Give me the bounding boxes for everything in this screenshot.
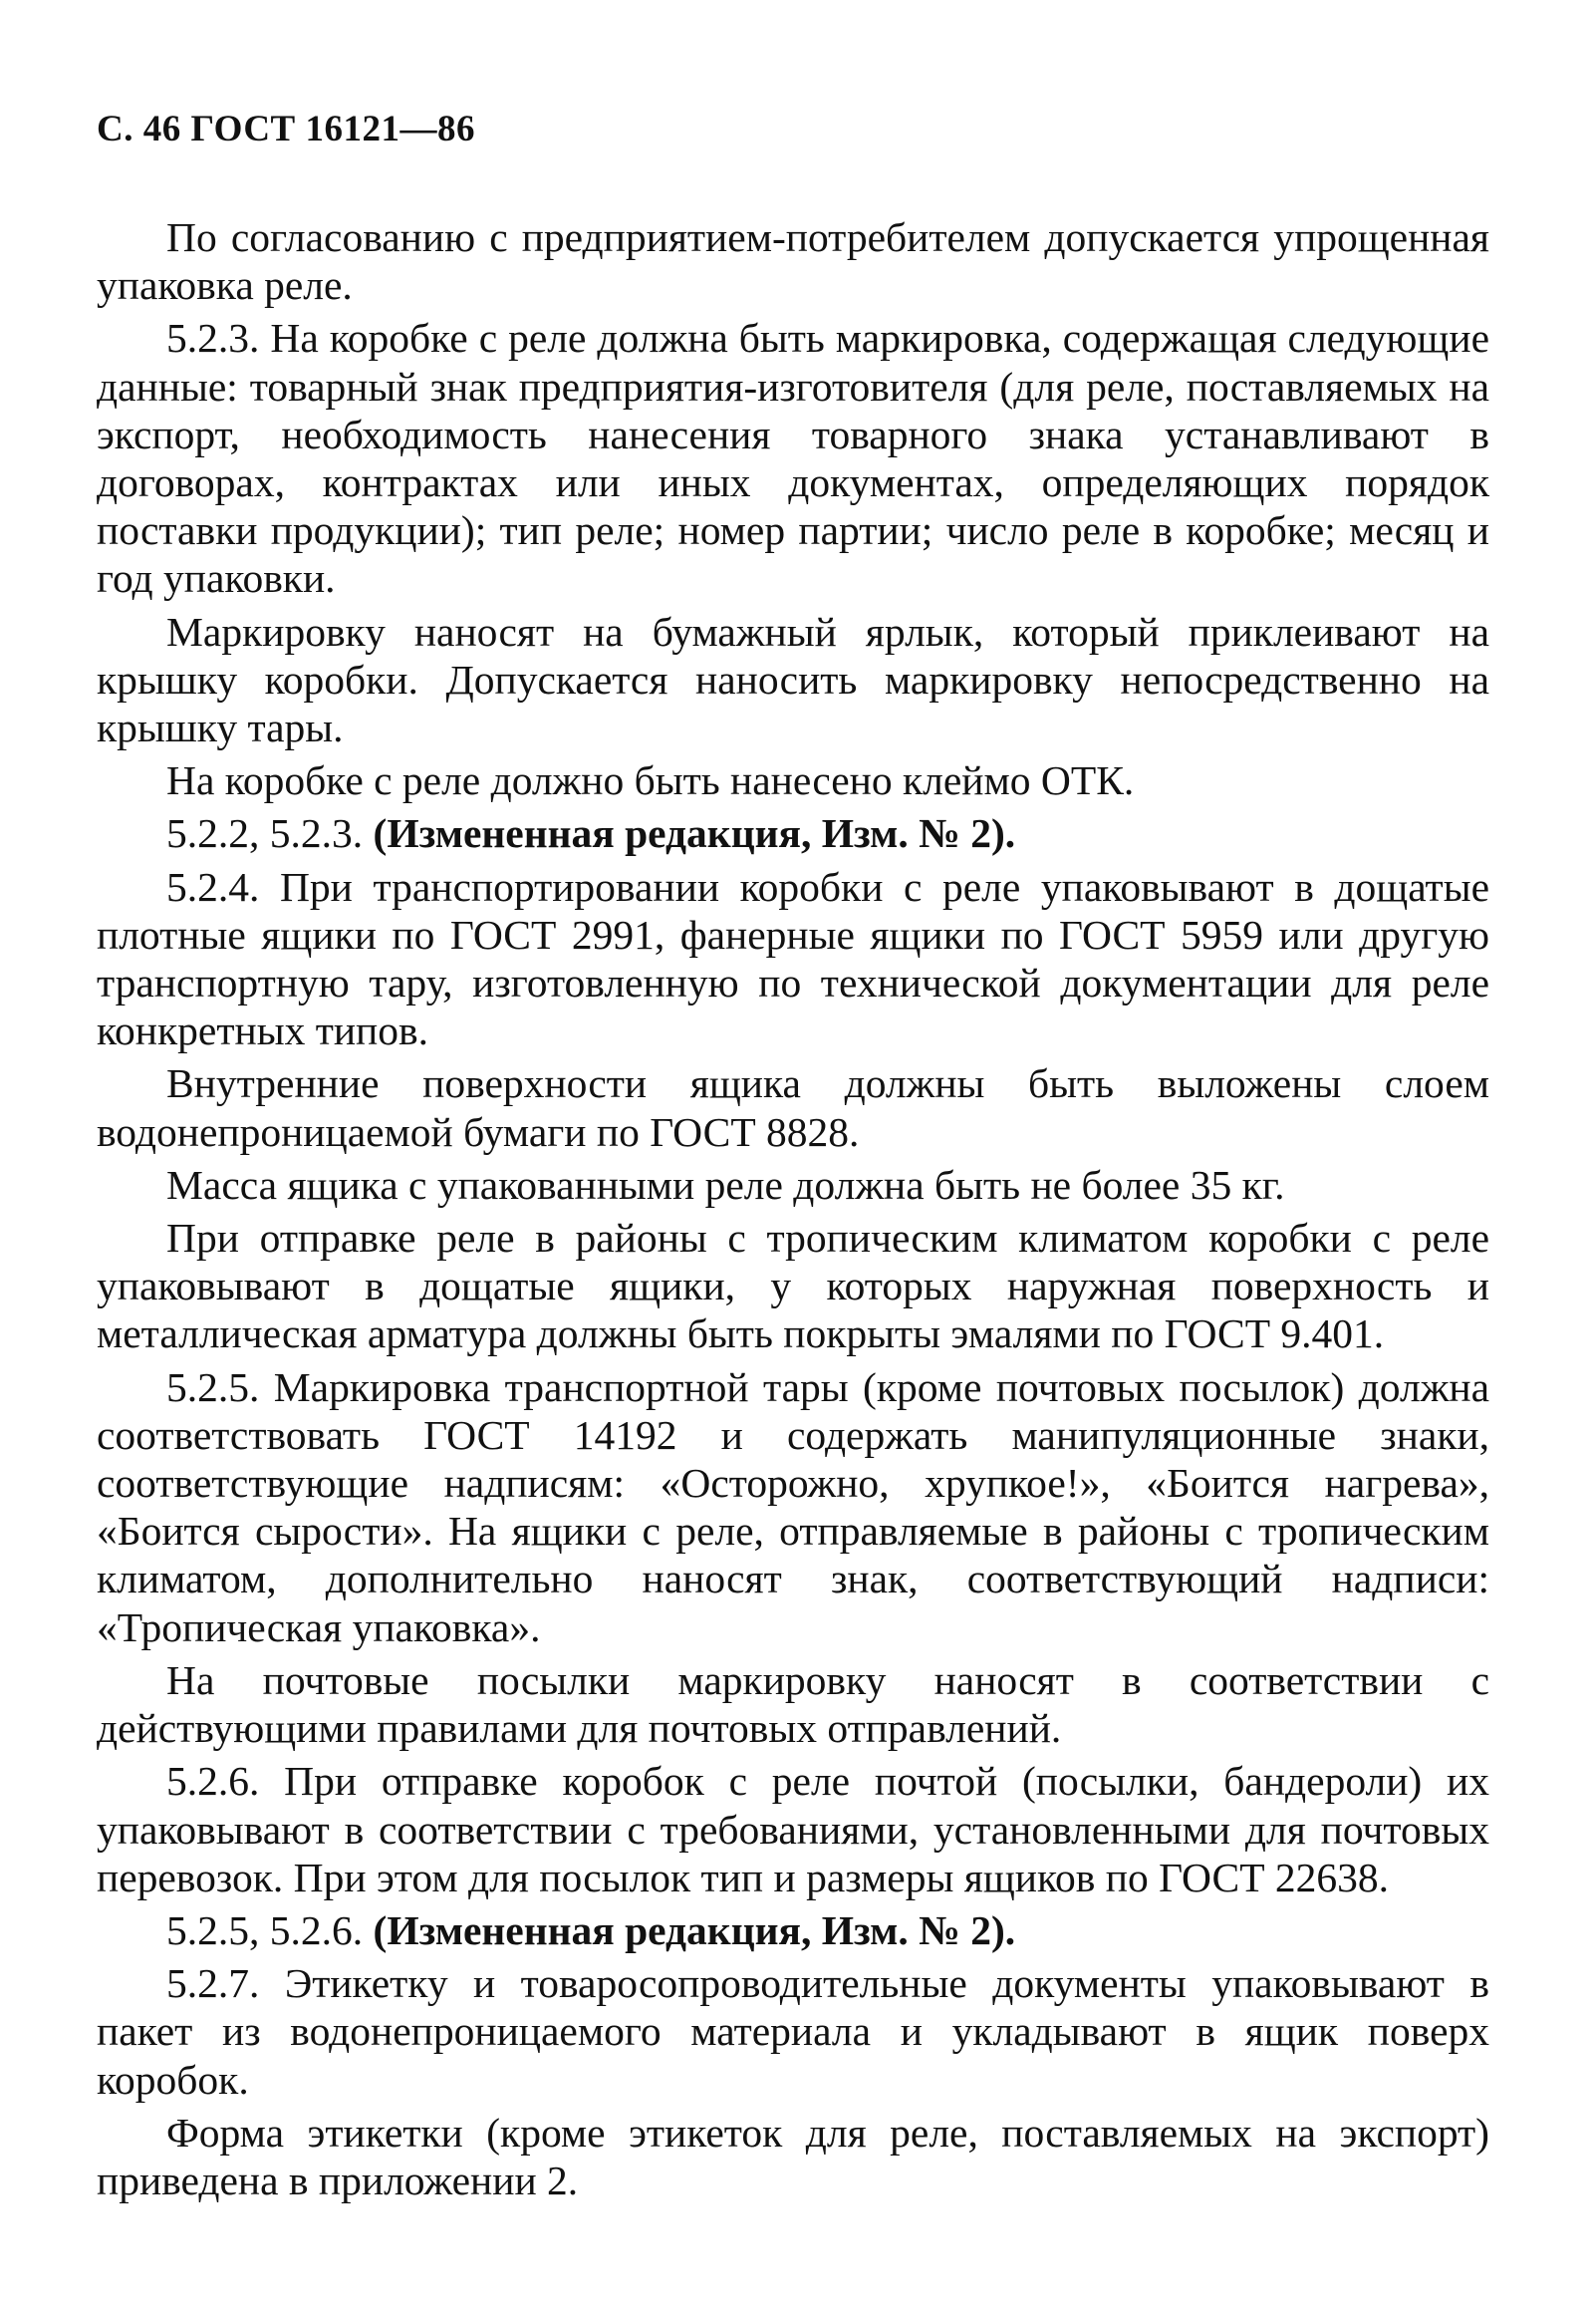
paragraph-text: Масса ящика с упакованными реле должна быть не более 35 кг. bbox=[166, 1161, 1285, 1208]
paragraph-p3 bbox=[97, 608, 1489, 752]
paragraph-text: На коробке с реле должно быть нанесено клеймо ОТК. bbox=[166, 757, 1135, 804]
paragraph-p14 bbox=[97, 1959, 1489, 2104]
paragraph-text: 5.2.6. При отправке коробок с реле почтой (посылки, бандероли) их упаковывают в соответствии с требованиями, установленными для почтовых перевозок. При этом для посылок тип и размеры ящиков по ГОСТ 22638. bbox=[97, 1758, 1489, 1900]
paragraph-text: Маркировку наносят на бумажный ярлык, который приклеивают на крышку коробки. Допускается наносить маркировку непосредственно на крышку тары. bbox=[97, 608, 1489, 751]
paragraph-text: 5.2.5. Маркировка транспортной тары (кроме почтовых посылок) должна соответствовать ГОСТ 14192 и содержать манипуляционные знаки, соответствующие надписям: «Осторожно, хрупкое!», «Боится нагрева», «Боится сырости». На ящики с реле, отправляемые в районы с тропическим климатом, дополнительно наносят знак, соответствующий надписи: «Тропическая упаковка». bbox=[97, 1363, 1489, 1650]
paragraph-p13 bbox=[97, 1906, 1489, 1954]
paragraph-p10 bbox=[97, 1363, 1489, 1651]
paragraph-p7 bbox=[97, 1059, 1489, 1155]
paragraph-text: 5.2.7. Этикетку и товаросопроводительные документы упаковывают в пакет из водонепроницаемого материала и укладывают в ящик поверх коробок. bbox=[97, 1960, 1489, 2103]
paragraph-p12 bbox=[97, 1757, 1489, 1901]
document-body bbox=[97, 213, 1489, 2204]
paragraph-p9 bbox=[97, 1214, 1489, 1358]
amendment-note: (Измененная редакция, Изм. № 2). bbox=[373, 1906, 1016, 1953]
amendment-note: (Измененная редакция, Изм. № 2). bbox=[373, 810, 1016, 857]
paragraph-p15 bbox=[97, 2109, 1489, 2204]
paragraph-p8 bbox=[97, 1161, 1489, 1209]
paragraph-p4 bbox=[97, 756, 1489, 804]
paragraph-p5 bbox=[97, 809, 1489, 857]
paragraph-p2 bbox=[97, 314, 1489, 602]
paragraph-p11 bbox=[97, 1656, 1489, 1752]
paragraph-text: При отправке реле в районы с тропическим климатом коробки с реле упаковывают в дощатые ящики, у которых наружная поверхность и металлическая арматура должны быть покрыты эмалями по ГОСТ 9.401. bbox=[97, 1215, 1489, 1357]
paragraph-p1 bbox=[97, 213, 1489, 309]
paragraph-text: Форма этикетки (кроме этикеток для реле, поставляемых на экспорт) приведена в приложении 2. bbox=[97, 2109, 1489, 2203]
running-header: С. 46 ГОСТ 16121—86 bbox=[97, 109, 475, 149]
paragraph-text: 5.2.2, 5.2.3. bbox=[166, 810, 374, 857]
paragraph-text: 5.2.3. На коробке с реле должна быть маркировка, содержащая следующие данные: товарный знак предприятия-изготовителя (для реле, поставляемых на экспорт, необходимость нанесения товарного знака устанавливают в договорах, контрактах или иных документах, определяющих порядок поставки продукции); тип реле; номер партии; число реле в коробке; месяц и год упаковки. bbox=[97, 315, 1489, 602]
paragraph-p6 bbox=[97, 863, 1489, 1055]
paragraph-text: 5.2.4. При транспортировании коробки с реле упаковывают в дощатые плотные ящики по ГОСТ 2991, фанерные ящики по ГОСТ 5959 или другую транспортную тару, изготовленную по технической документации для реле конкретных типов. bbox=[97, 863, 1489, 1054]
paragraph-text: На почтовые посылки маркировку наносят в соответствии с действующими правилами для почтовых отправлений. bbox=[97, 1656, 1489, 1752]
document-page bbox=[97, 108, 1489, 2209]
paragraph-text: Внутренние поверхности ящика должны быть выложены слоем водонепроницаемой бумаги по ГОСТ 8828. bbox=[97, 1060, 1489, 1155]
paragraph-text: По согласованию с предприятием-потребителем допускается упрощенная упаковка реле. bbox=[97, 214, 1489, 309]
paragraph-text: 5.2.5, 5.2.6. bbox=[166, 1906, 374, 1953]
